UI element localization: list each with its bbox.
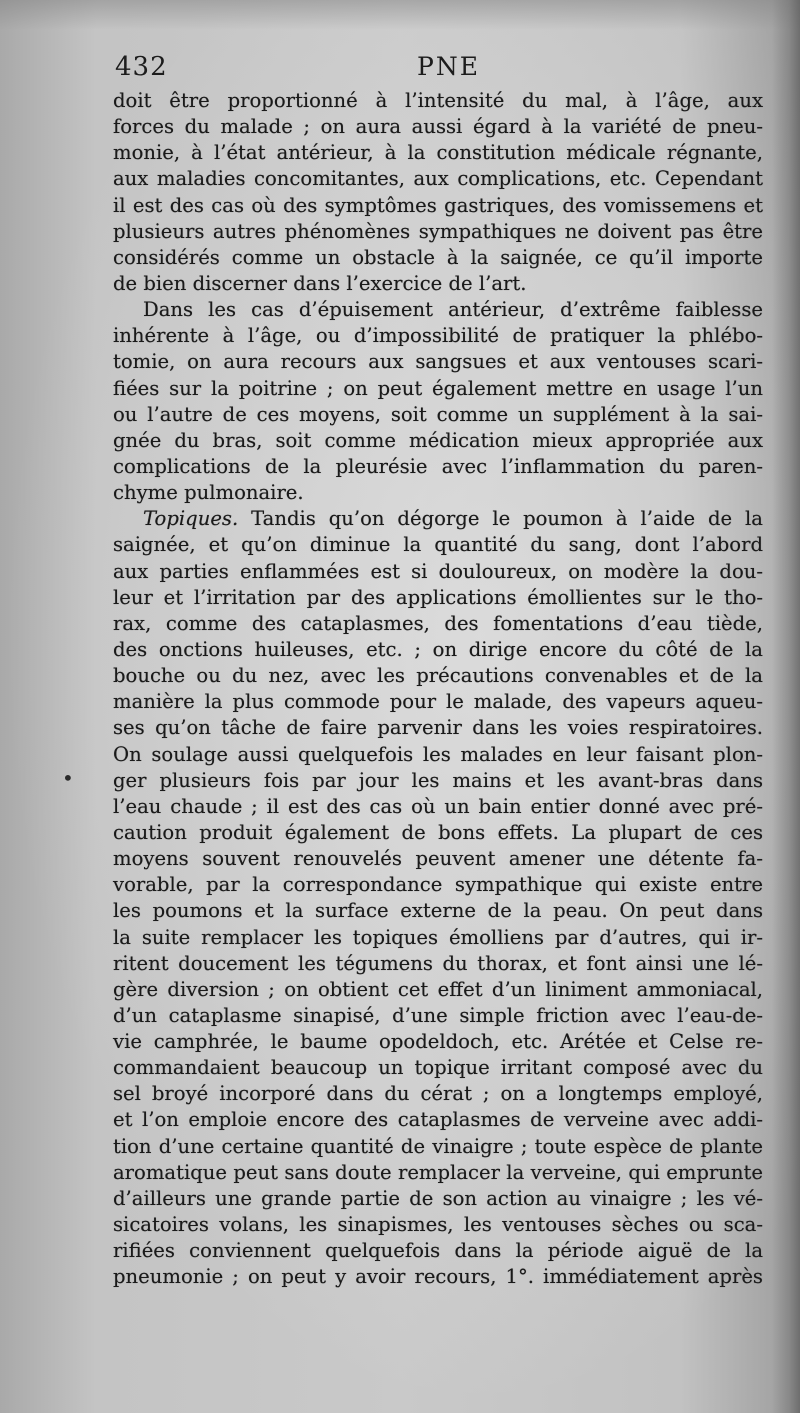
text-line: vie camphrée, le baume opodeldoch, etc. Arétée et Celse re- (113, 1030, 763, 1054)
text-line (113, 506, 763, 532)
text-line: la suite remplacer les topiques émolliens par d’autres, qui ir- (113, 925, 763, 949)
text-line: monie, à l’état antérieur, à la constitution médicale régnante, (113, 141, 763, 165)
margin-mark: • (62, 766, 74, 790)
text-line: de bien discerner dans l’exercice de l’art. (113, 271, 527, 295)
text-line: chyme pulmonaire. (113, 481, 304, 505)
text-line: manière la plus commode pour le malade, des vapeurs aqueu- (113, 690, 763, 714)
text-line: il est des cas où des symptômes gastriques, des vomissemens et (113, 193, 763, 217)
text-line: sicatoires volans, les sinapismes, les ventouses sèches ou sca- (113, 1213, 763, 1237)
body-text (113, 88, 763, 1290)
text-line: vorable, par la correspondance sympathique qui existe entre (113, 873, 763, 897)
text-line: gnée du bras, soit comme médication mieux appropriée aux (113, 428, 763, 452)
topiques-heading: Topiques. (143, 507, 239, 531)
text-line: considérés comme un obstacle à la saignée, ce qu’il importe (113, 245, 763, 269)
text-line: ger plusieurs fois par jour les mains et les avant-bras dans (113, 768, 763, 792)
text-line: des onctions huileuses, etc. ; on dirige encore du côté de la (113, 637, 763, 661)
text-line: aromatique peut sans doute remplacer la verveine, qui emprunte (113, 1160, 763, 1184)
text-line: saignée, et qu’on diminue la quantité du sang, dont l’abord (113, 533, 763, 557)
text-line: aux maladies concomitantes, aux complications, etc. Cependant (113, 167, 763, 191)
text-line: complications de la pleurésie avec l’inflammation du paren- (113, 454, 763, 478)
text-line: d’un cataplasme sinapisé, d’une simple friction avec l’eau-de- (113, 1003, 763, 1027)
text-line: forces du malade ; on aura aussi égard à la variété de pneu- (113, 115, 763, 139)
text-line: Dans les cas d’épuisement antérieur, d’extrême faiblesse (143, 298, 763, 322)
text-line: moyens souvent renouvelés peuvent amener une détente fa- (113, 847, 763, 871)
text-line: pneumonie ; on peut y avoir recours, 1°. immédiatement après (113, 1265, 763, 1289)
text-line: inhérente à l’âge, ou d’impossibilité de pratiquer la phlébo- (113, 324, 763, 348)
page-number: 432 (115, 52, 168, 82)
text-line: leur et l’irritation par des applications émollientes sur le tho- (113, 585, 763, 609)
text-line: gère diversion ; on obtient cet effet d’un liniment ammoniacal, (113, 977, 763, 1001)
text-line: d’ailleurs une grande partie de son action au vinaigre ; les vé- (113, 1186, 763, 1210)
text-line: plusieurs autres phénomènes sympathiques ne doivent pas être (113, 219, 763, 243)
page-top-shadow (0, 0, 800, 30)
page-header (115, 52, 760, 88)
text-line-content: Tandis qu’on dégorge le poumon à l’aide de la (251, 507, 763, 531)
text-line: ses qu’on tâche de faire parvenir dans les voies respiratoires. (113, 716, 763, 740)
text-line: caution produit également de bons effets. La plupart de ces (113, 820, 763, 844)
text-line: tomie, on aura recours aux sangsues et aux ventouses scari- (113, 350, 763, 374)
text-line: fiées sur la poitrine ; on peut également mettre en usage l’un (113, 376, 763, 400)
text-line: ritent doucement les tégumens du thorax, et font ainsi une lé- (113, 951, 763, 975)
text-line: tion d’une certaine quantité de vinaigre ; toute espèce de plante (113, 1134, 763, 1158)
running-head: PNE (417, 52, 480, 81)
text-line: les poumons et la surface externe de la peau. On peut dans (113, 899, 763, 923)
text-line: rifiées conviennent quelquefois dans la période aiguë de la (113, 1239, 763, 1263)
text-line: l’eau chaude ; il est des cas où un bain entier donné avec pré- (113, 794, 763, 818)
text-line: sel broyé incorporé dans du cérat ; on a longtemps employé, (113, 1082, 763, 1106)
text-line: ou l’autre de ces moyens, soit comme un supplément à la sai- (113, 402, 763, 426)
text-line: bouche ou du nez, avec les précautions convenables et de la (113, 664, 763, 688)
text-line: aux parties enflammées est si douloureux, on modère la dou- (113, 559, 763, 583)
text-line: doit être proportionné à l’intensité du mal, à l’âge, aux (113, 89, 763, 112)
text-line: commandaient beaucoup un topique irritant composé avec du (113, 1056, 763, 1080)
text-line: On soulage aussi quelquefois les malades en leur faisant plon- (113, 742, 763, 766)
text-line: rax, comme des cataplasmes, des fomentations d’eau tiède, (113, 611, 763, 635)
page-gutter-shadow (772, 0, 800, 1413)
text-line: et l’on emploie encore des cataplasmes de verveine avec addi- (113, 1108, 763, 1132)
